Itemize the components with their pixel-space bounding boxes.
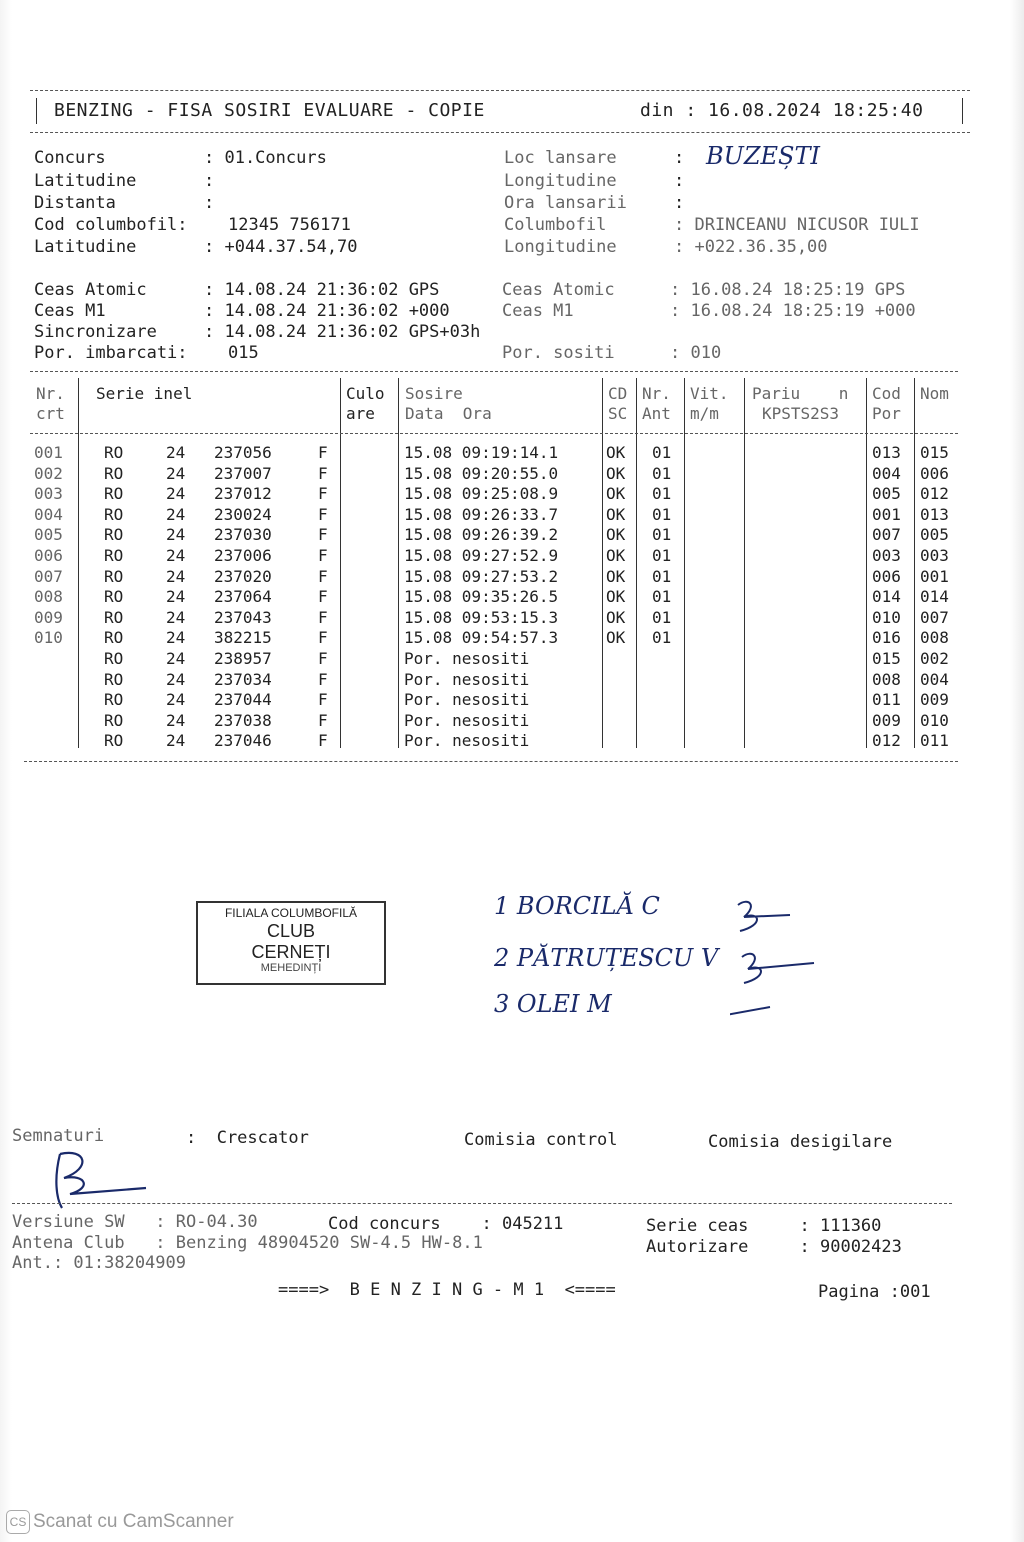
cell-nr: 009 bbox=[34, 607, 63, 627]
loc-lansare-handwritten: BUZEȘTI bbox=[706, 142, 820, 170]
col-header-sc: SC bbox=[608, 404, 628, 423]
info-value-columbofil: : DRINCEANU NICUSOR IULI bbox=[674, 215, 920, 235]
info-value-ora-lansarii: : bbox=[674, 193, 685, 213]
cell-nr: 005 bbox=[34, 525, 63, 545]
cell-sex: F bbox=[318, 710, 328, 730]
col-header-nr-2: crt bbox=[36, 404, 65, 423]
cell-nr: 002 bbox=[34, 463, 63, 483]
cell-cod: 012 bbox=[872, 731, 901, 751]
cell-cod: 011 bbox=[872, 690, 901, 710]
cell-sex: F bbox=[318, 731, 328, 751]
document-date: din : 16.08.2024 18:25:40 bbox=[640, 100, 924, 121]
table-top-border bbox=[30, 371, 958, 372]
handwritten-entry-2: 2 PĂTRUȚESCU V bbox=[494, 944, 719, 972]
cell-ant: 01 bbox=[652, 607, 672, 627]
cell-sosire: Por. nesositi bbox=[404, 690, 530, 710]
clock-left-label-atomic: Ceas Atomic bbox=[34, 280, 147, 300]
cell-inel: 237030 bbox=[214, 525, 272, 545]
cell-tara: RO bbox=[104, 525, 124, 545]
cell-nom: 004 bbox=[920, 669, 949, 689]
stamp-line-1: FILIALA COLUMBOFILĂ bbox=[224, 906, 358, 920]
cell-ant: 01 bbox=[652, 443, 672, 462]
cell-inel: 238957 bbox=[214, 649, 272, 668]
cell-inel: 237056 bbox=[214, 443, 272, 462]
cell-ant: 01 bbox=[652, 463, 672, 483]
cell-nr: 003 bbox=[34, 484, 63, 504]
col-header-nom: Nom bbox=[920, 384, 949, 403]
clock-right-value-m1: : 16.08.24 18:25:19 +000 bbox=[670, 301, 916, 321]
cell-inel: 237034 bbox=[214, 669, 272, 689]
cell-cod: 003 bbox=[872, 546, 901, 565]
signatures-label: Semnaturi bbox=[12, 1126, 105, 1146]
signature-comisia-desigilare: Comisia desigilare bbox=[708, 1132, 893, 1152]
cell-sex: F bbox=[318, 546, 328, 565]
info-label-cod-columbofil: Cod columbofil: bbox=[34, 215, 188, 235]
cell-ant: 01 bbox=[652, 546, 672, 565]
cell-nom: 011 bbox=[920, 731, 949, 751]
cell-inel: 237044 bbox=[214, 690, 272, 710]
cell-sosire: Por. nesositi bbox=[404, 649, 530, 668]
cell-tara: RO bbox=[104, 504, 124, 524]
cell-cd: OK bbox=[606, 607, 626, 627]
cell-an: 24 bbox=[166, 525, 186, 545]
cell-cod: 009 bbox=[872, 710, 901, 730]
cell-cod: 014 bbox=[872, 587, 901, 607]
cell-inel: 237046 bbox=[214, 731, 272, 751]
cell-nom: 005 bbox=[920, 525, 949, 545]
cell-inel: 237038 bbox=[214, 710, 272, 730]
clock-left-value-sincronizare: : 14.08.24 21:36:02 GPS+03h bbox=[204, 322, 481, 342]
cell-sosire: 15.08 09:19:14.1 bbox=[404, 443, 559, 462]
camscanner-watermark bbox=[6, 1510, 234, 1534]
cell-sosire: 15.08 09:53:15.3 bbox=[404, 607, 559, 627]
col-header-cod: Cod bbox=[872, 384, 901, 403]
clock-left-label-sincronizare: Sincronizare bbox=[34, 322, 157, 342]
cell-an: 24 bbox=[166, 710, 186, 730]
cell-cod: 010 bbox=[872, 607, 901, 627]
cell-cod: 007 bbox=[872, 525, 901, 545]
cell-inel: 237006 bbox=[214, 546, 272, 565]
col-header-pariu: Pariu n bbox=[752, 384, 849, 403]
cell-sex: F bbox=[318, 484, 328, 504]
cell-an: 24 bbox=[166, 628, 186, 648]
stamp-line-3: CERNEȚI bbox=[251, 942, 331, 962]
cell-nr: 010 bbox=[34, 628, 63, 648]
cell-cd: OK bbox=[606, 484, 626, 504]
col-header-sosire-2: Data Ora bbox=[405, 404, 492, 423]
cell-nom: 006 bbox=[920, 463, 949, 483]
info-value-longitudine: : bbox=[674, 171, 685, 191]
clock-right-label-m1: Ceas M1 bbox=[502, 301, 574, 321]
handwritten-entry-3: 3 OLEI M bbox=[494, 990, 612, 1018]
header-top-border bbox=[30, 90, 970, 91]
cell-ant: 01 bbox=[652, 525, 672, 545]
table-header-border bbox=[30, 433, 958, 434]
info-label-columbofil: Columbofil bbox=[504, 215, 607, 235]
cell-nom: 003 bbox=[920, 546, 949, 565]
cell-an: 24 bbox=[166, 484, 186, 504]
cell-nom: 009 bbox=[920, 690, 949, 710]
cell-inel: 237020 bbox=[214, 566, 272, 586]
cell-inel: 237043 bbox=[214, 607, 272, 627]
clock-left-label-imbarcati: Por. imbarcati: bbox=[34, 343, 188, 363]
cell-sex: F bbox=[318, 649, 328, 668]
cell-ant: 01 bbox=[652, 628, 672, 648]
cell-an: 24 bbox=[166, 669, 186, 689]
cell-nr: 004 bbox=[34, 504, 63, 524]
footer-ant: Ant.: 01:38204909 bbox=[12, 1253, 186, 1273]
cell-sex: F bbox=[318, 607, 328, 627]
cell-an: 24 bbox=[166, 607, 186, 627]
cell-sex: F bbox=[318, 669, 328, 689]
cell-tara: RO bbox=[104, 607, 124, 627]
col-header-culoare: Culo bbox=[346, 384, 385, 403]
handwritten-entry-1: 1 BORCILĂ C bbox=[494, 892, 660, 920]
cell-tara: RO bbox=[104, 710, 124, 730]
cell-cod: 015 bbox=[872, 649, 901, 668]
cell-sex: F bbox=[318, 463, 328, 483]
col-header-vit: Vit. bbox=[690, 384, 729, 403]
info-value-cod-columbofil: 12345 756171 bbox=[228, 215, 351, 235]
clock-left-value-m1: : 14.08.24 21:36:02 +000 bbox=[204, 301, 450, 321]
cell-sosire: 15.08 09:27:53.2 bbox=[404, 566, 559, 586]
cell-an: 24 bbox=[166, 566, 186, 586]
footer-cod-concurs: Cod concurs : 045211 bbox=[328, 1214, 564, 1234]
cell-an: 24 bbox=[166, 587, 186, 607]
cell-sosire: 15.08 09:26:33.7 bbox=[404, 504, 559, 524]
cell-sosire: Por. nesositi bbox=[404, 710, 530, 730]
signature-crescator: : Crescator bbox=[186, 1128, 309, 1148]
col-header-cod-2: Por bbox=[872, 404, 901, 423]
clock-left-value-atomic: : 14.08.24 21:36:02 GPS bbox=[204, 280, 440, 300]
cell-sosire: 15.08 09:20:55.0 bbox=[404, 463, 559, 483]
info-label-loc-lansare: Loc lansare bbox=[504, 148, 617, 168]
camscanner-text: Scanat cu CamScanner bbox=[33, 1511, 234, 1533]
cell-an: 24 bbox=[166, 443, 186, 462]
clock-right-label-atomic: Ceas Atomic bbox=[502, 280, 615, 300]
cell-cod: 006 bbox=[872, 566, 901, 586]
cell-tara: RO bbox=[104, 628, 124, 648]
info-value-longitudine-2: : +022.36.35,00 bbox=[674, 237, 828, 257]
cell-an: 24 bbox=[166, 463, 186, 483]
cell-tara: RO bbox=[104, 484, 124, 504]
cell-tara: RO bbox=[104, 649, 124, 668]
cell-sex: F bbox=[318, 504, 328, 524]
cell-sosire: 15.08 09:54:57.3 bbox=[404, 628, 559, 648]
cell-cod: 013 bbox=[872, 443, 901, 462]
cell-nom: 007 bbox=[920, 607, 949, 627]
cell-tara: RO bbox=[104, 546, 124, 565]
cell-cd: OK bbox=[606, 628, 626, 648]
cell-nr: 006 bbox=[34, 546, 63, 565]
clock-left-label-m1: Ceas M1 bbox=[34, 301, 106, 321]
cell-cd: OK bbox=[606, 525, 626, 545]
info-value-distanta: : bbox=[204, 193, 215, 213]
info-label-distanta: Distanta bbox=[34, 193, 116, 213]
header-left-border bbox=[36, 98, 37, 124]
footer-pagina: Pagina :001 bbox=[818, 1282, 931, 1302]
cell-nom: 014 bbox=[920, 587, 949, 607]
col-header-pariu-2: KPSTS2S3 bbox=[762, 404, 840, 423]
info-label-latitudine-2: Latitudine bbox=[34, 237, 137, 257]
cell-sex: F bbox=[318, 525, 328, 545]
cell-sosire: 15.08 09:35:26.5 bbox=[404, 587, 559, 607]
cell-cd: OK bbox=[606, 504, 626, 524]
col-header-nrant-2: Ant bbox=[642, 404, 671, 423]
cell-tara: RO bbox=[104, 443, 124, 462]
col-header-nr: Nr. bbox=[36, 384, 65, 403]
cell-sosire: Por. nesositi bbox=[404, 731, 530, 751]
footer-brand: ====> B E N Z I N G - M 1 <==== bbox=[278, 1280, 616, 1300]
cell-ant: 01 bbox=[652, 504, 672, 524]
info-value-latitudine-2: : +044.37.54,70 bbox=[204, 237, 358, 257]
table-bottom-border bbox=[24, 761, 958, 762]
col-header-serie: Serie inel bbox=[96, 384, 193, 403]
info-label-longitudine-2: Longitudine bbox=[504, 237, 617, 257]
col-header-culoare-2: are bbox=[346, 404, 375, 423]
info-label-concurs: Concurs bbox=[34, 148, 106, 168]
cell-inel: 237064 bbox=[214, 587, 272, 607]
cell-an: 24 bbox=[166, 504, 186, 524]
cell-an: 24 bbox=[166, 546, 186, 565]
cell-ant: 01 bbox=[652, 484, 672, 504]
cell-nr: 007 bbox=[34, 566, 63, 586]
cell-an: 24 bbox=[166, 690, 186, 710]
header-bottom-border bbox=[30, 132, 970, 133]
stamp-line-4: MEHEDINȚI bbox=[260, 962, 322, 974]
cell-nom: 002 bbox=[920, 649, 949, 668]
camscanner-logo-icon: CS bbox=[6, 1510, 30, 1534]
cell-tara: RO bbox=[104, 669, 124, 689]
cell-an: 24 bbox=[166, 731, 186, 751]
cell-nom: 015 bbox=[920, 443, 949, 462]
info-value-loc-lansare: : bbox=[674, 148, 685, 168]
cell-inel: 237012 bbox=[214, 484, 272, 504]
cell-nom: 010 bbox=[920, 710, 949, 730]
cell-nom: 008 bbox=[920, 628, 949, 648]
cell-sex: F bbox=[318, 628, 328, 648]
clock-right-value-atomic: : 16.08.24 18:25:19 GPS bbox=[670, 280, 906, 300]
cell-cod: 016 bbox=[872, 628, 901, 648]
cell-nr: 001 bbox=[34, 443, 63, 462]
cell-nom: 013 bbox=[920, 504, 949, 524]
handwritten-signatures-icon bbox=[730, 895, 820, 1040]
club-stamp bbox=[196, 901, 386, 985]
cell-cod: 001 bbox=[872, 504, 901, 524]
cell-cd: OK bbox=[606, 587, 626, 607]
cell-tara: RO bbox=[104, 463, 124, 483]
document-title: BENZING - FISA SOSIRI EVALUARE - COPIE bbox=[54, 100, 485, 121]
header-right-border bbox=[962, 98, 963, 124]
cell-cod: 008 bbox=[872, 669, 901, 689]
cell-inel: 382215 bbox=[214, 628, 272, 648]
cell-sosire: Por. nesositi bbox=[404, 669, 530, 689]
cell-inel: 237007 bbox=[214, 463, 272, 483]
cell-nom: 001 bbox=[920, 566, 949, 586]
col-header-nrant: Nr. bbox=[642, 384, 671, 403]
cell-sosire: 15.08 09:25:08.9 bbox=[404, 484, 559, 504]
footer-antena: Antena Club : Benzing 48904520 SW-4.5 HW-8.1 bbox=[12, 1233, 483, 1253]
info-label-ora-lansarii: Ora lansarii bbox=[504, 193, 627, 213]
cell-nr: 008 bbox=[34, 587, 63, 607]
cell-inel: 230024 bbox=[214, 504, 272, 524]
cell-tara: RO bbox=[104, 587, 124, 607]
cell-sex: F bbox=[318, 690, 328, 710]
cell-cd: OK bbox=[606, 546, 626, 565]
cell-cd: OK bbox=[606, 443, 626, 462]
cell-cd: OK bbox=[606, 566, 626, 586]
cell-sex: F bbox=[318, 566, 328, 586]
cell-an: 24 bbox=[166, 649, 186, 668]
cell-tara: RO bbox=[104, 690, 124, 710]
cell-tara: RO bbox=[104, 566, 124, 586]
cell-nom: 012 bbox=[920, 484, 949, 504]
footer-versiune: Versiune SW : RO-04.30 bbox=[12, 1212, 258, 1232]
col-header-cd: CD bbox=[608, 384, 628, 403]
clock-right-value-sositi: : 010 bbox=[670, 343, 722, 363]
info-value-concurs: : 01.Concurs bbox=[204, 148, 327, 168]
cell-cod: 005 bbox=[872, 484, 901, 504]
cell-sex: F bbox=[318, 443, 328, 462]
footer-top-border bbox=[12, 1203, 952, 1204]
info-label-longitudine: Longitudine bbox=[504, 171, 617, 191]
footer-autorizare: Autorizare : 90002423 bbox=[646, 1237, 902, 1257]
info-value-latitudine: : bbox=[204, 171, 215, 191]
clock-left-value-imbarcati: 015 bbox=[228, 343, 259, 363]
col-header-sosire: Sosire bbox=[405, 384, 463, 403]
cell-sosire: 15.08 09:27:52.9 bbox=[404, 546, 559, 565]
cell-tara: RO bbox=[104, 731, 124, 751]
cell-ant: 01 bbox=[652, 587, 672, 607]
clock-right-label-sositi: Por. sositi bbox=[502, 343, 615, 363]
cell-sex: F bbox=[318, 587, 328, 607]
cell-cod: 004 bbox=[872, 463, 901, 483]
cell-ant: 01 bbox=[652, 566, 672, 586]
info-label-latitudine: Latitudine bbox=[34, 171, 137, 191]
footer-serie-ceas: Serie ceas : 111360 bbox=[646, 1216, 882, 1236]
col-header-vit-2: m/m bbox=[690, 404, 719, 423]
cell-cd: OK bbox=[606, 463, 626, 483]
signature-comisia-control: Comisia control bbox=[464, 1130, 618, 1150]
stamp-line-2: CLUB bbox=[266, 921, 315, 941]
cell-sosire: 15.08 09:26:39.2 bbox=[404, 525, 559, 545]
